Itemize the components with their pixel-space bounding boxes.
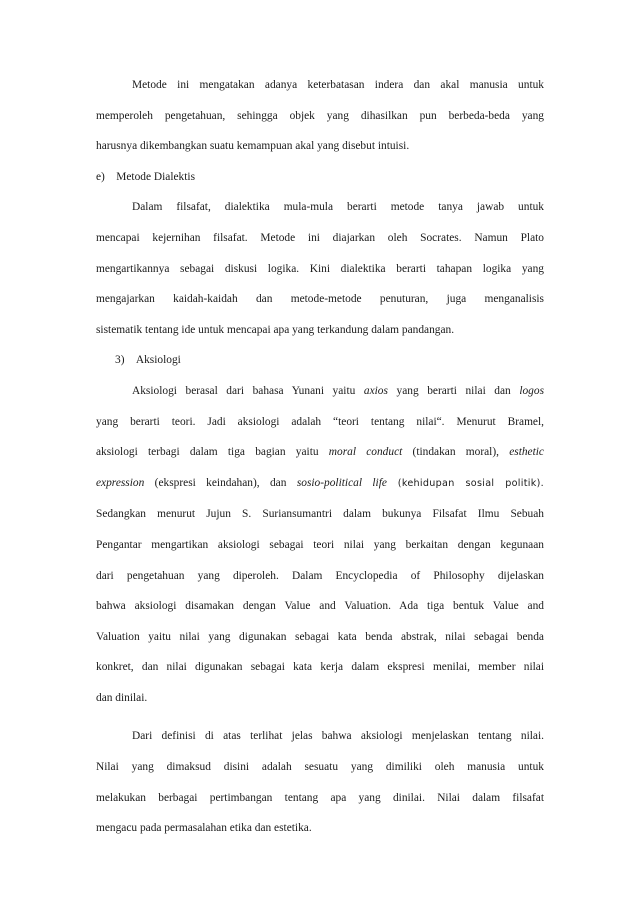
text-line: mengacu pada permasalahan etika dan estetika. [96,822,312,835]
italic-term: moral conduct [328,446,403,459]
text-run: aksiologi terbagi dalam tiga bagian yaitu [96,446,329,459]
text-run: yang berarti nilai dan [387,384,520,397]
text-line: memperoleh pengetahuan, sehingga objek yang dihasilkan pun berbeda-beda yang [96,109,544,122]
text-line: bahwa aksiologi disamakan dengan Value and Valuation. Ada tiga bentuk Value and [96,600,544,613]
text-line [96,468,544,500]
paragraph-spacer [96,713,544,721]
text-line: melakukan berbagai pertimbangan tentang apa yang dinilai. Nilai dalam filsafat [96,791,544,804]
text-line: Dari definisi di atas terlihat jelas bahwa aksiologi menjelaskan tentang nilai. [132,730,544,743]
paragraph-intuisi [96,70,544,162]
page-content [96,70,544,844]
text-line: konkret, dan nilai digunakan sebagai kata kerja dalam ekspresi menilai, member nilai [96,661,544,674]
italic-term: sosio-political life [296,476,387,489]
text-line: yang berarti teori. Jadi aksiologi adalah “teori tentang nilai“. Menurut Bramel, [96,415,544,428]
paragraph-definisi [96,721,544,843]
text-line: Pengantar mengartikan aksiologi sebagai teori nilai yang berkaitan dengan kegunaan [96,538,544,551]
text-line: mengartikannya sebagai diskusi logika. Kini dialektika berarti tahapan logika yang [96,262,544,275]
text-line [96,376,544,407]
text-run: (kehidupan sosial politik). [386,477,545,489]
text-line: mengajarkan kaidah-kaidah dan metode-metode penuturan, juga menganalisis [96,293,544,306]
text-line [96,437,544,468]
text-run: (tindakan moral), [402,446,510,459]
text-line: dari pengetahuan yang diperoleh. Dalam Encyclopedia of Philosophy dijelaskan [96,569,544,582]
heading-aksiologi: 3) Aksiologi [115,354,181,367]
text-run: (ekspresi keindahan), dan [144,476,297,489]
heading-metode-dialektis: e) Metode Dialektis [96,170,196,183]
paragraph-dialektika [96,192,544,345]
text-run: Aksiologi berasal dari bahasa Yunani yaitu [132,384,364,397]
text-line: Sedangkan menurut Jujun S. Suriansumantri dalam bukunya Filsafat Ilmu Sebuah [96,508,544,521]
text-line: mencapai kejernihan filsafat. Metode ini diajarkan oleh Socrates. Namun Plato [96,231,544,244]
text-line: Valuation yaitu nilai yang digunakan sebagai kata benda abstrak, nilai sebagai benda [96,630,544,643]
text-line: sistematik tentang ide untuk mencapai apa yang terkandung dalam pandangan. [96,323,455,336]
italic-term: logos [519,384,544,397]
text-line: Dalam filsafat, dialektika mula-mula berarti metode tanya jawab untuk [132,201,544,214]
italic-term: expression [96,476,145,489]
text-line: dan dinilai. [96,691,148,704]
text-line: Metode ini mengatakan adanya keterbatasan indera dan akal manusia untuk [132,79,544,91]
text-line: harusnya dikembangkan suatu kemampuan akal yang disebut intuisi. [96,140,410,153]
italic-term: esthetic [509,446,544,459]
paragraph-aksiologi [96,376,544,714]
text-line: Nilai yang dimaksud disini adalah sesuatu yang dimiliki oleh manusia untuk [96,761,544,774]
italic-term: axios [363,384,388,397]
